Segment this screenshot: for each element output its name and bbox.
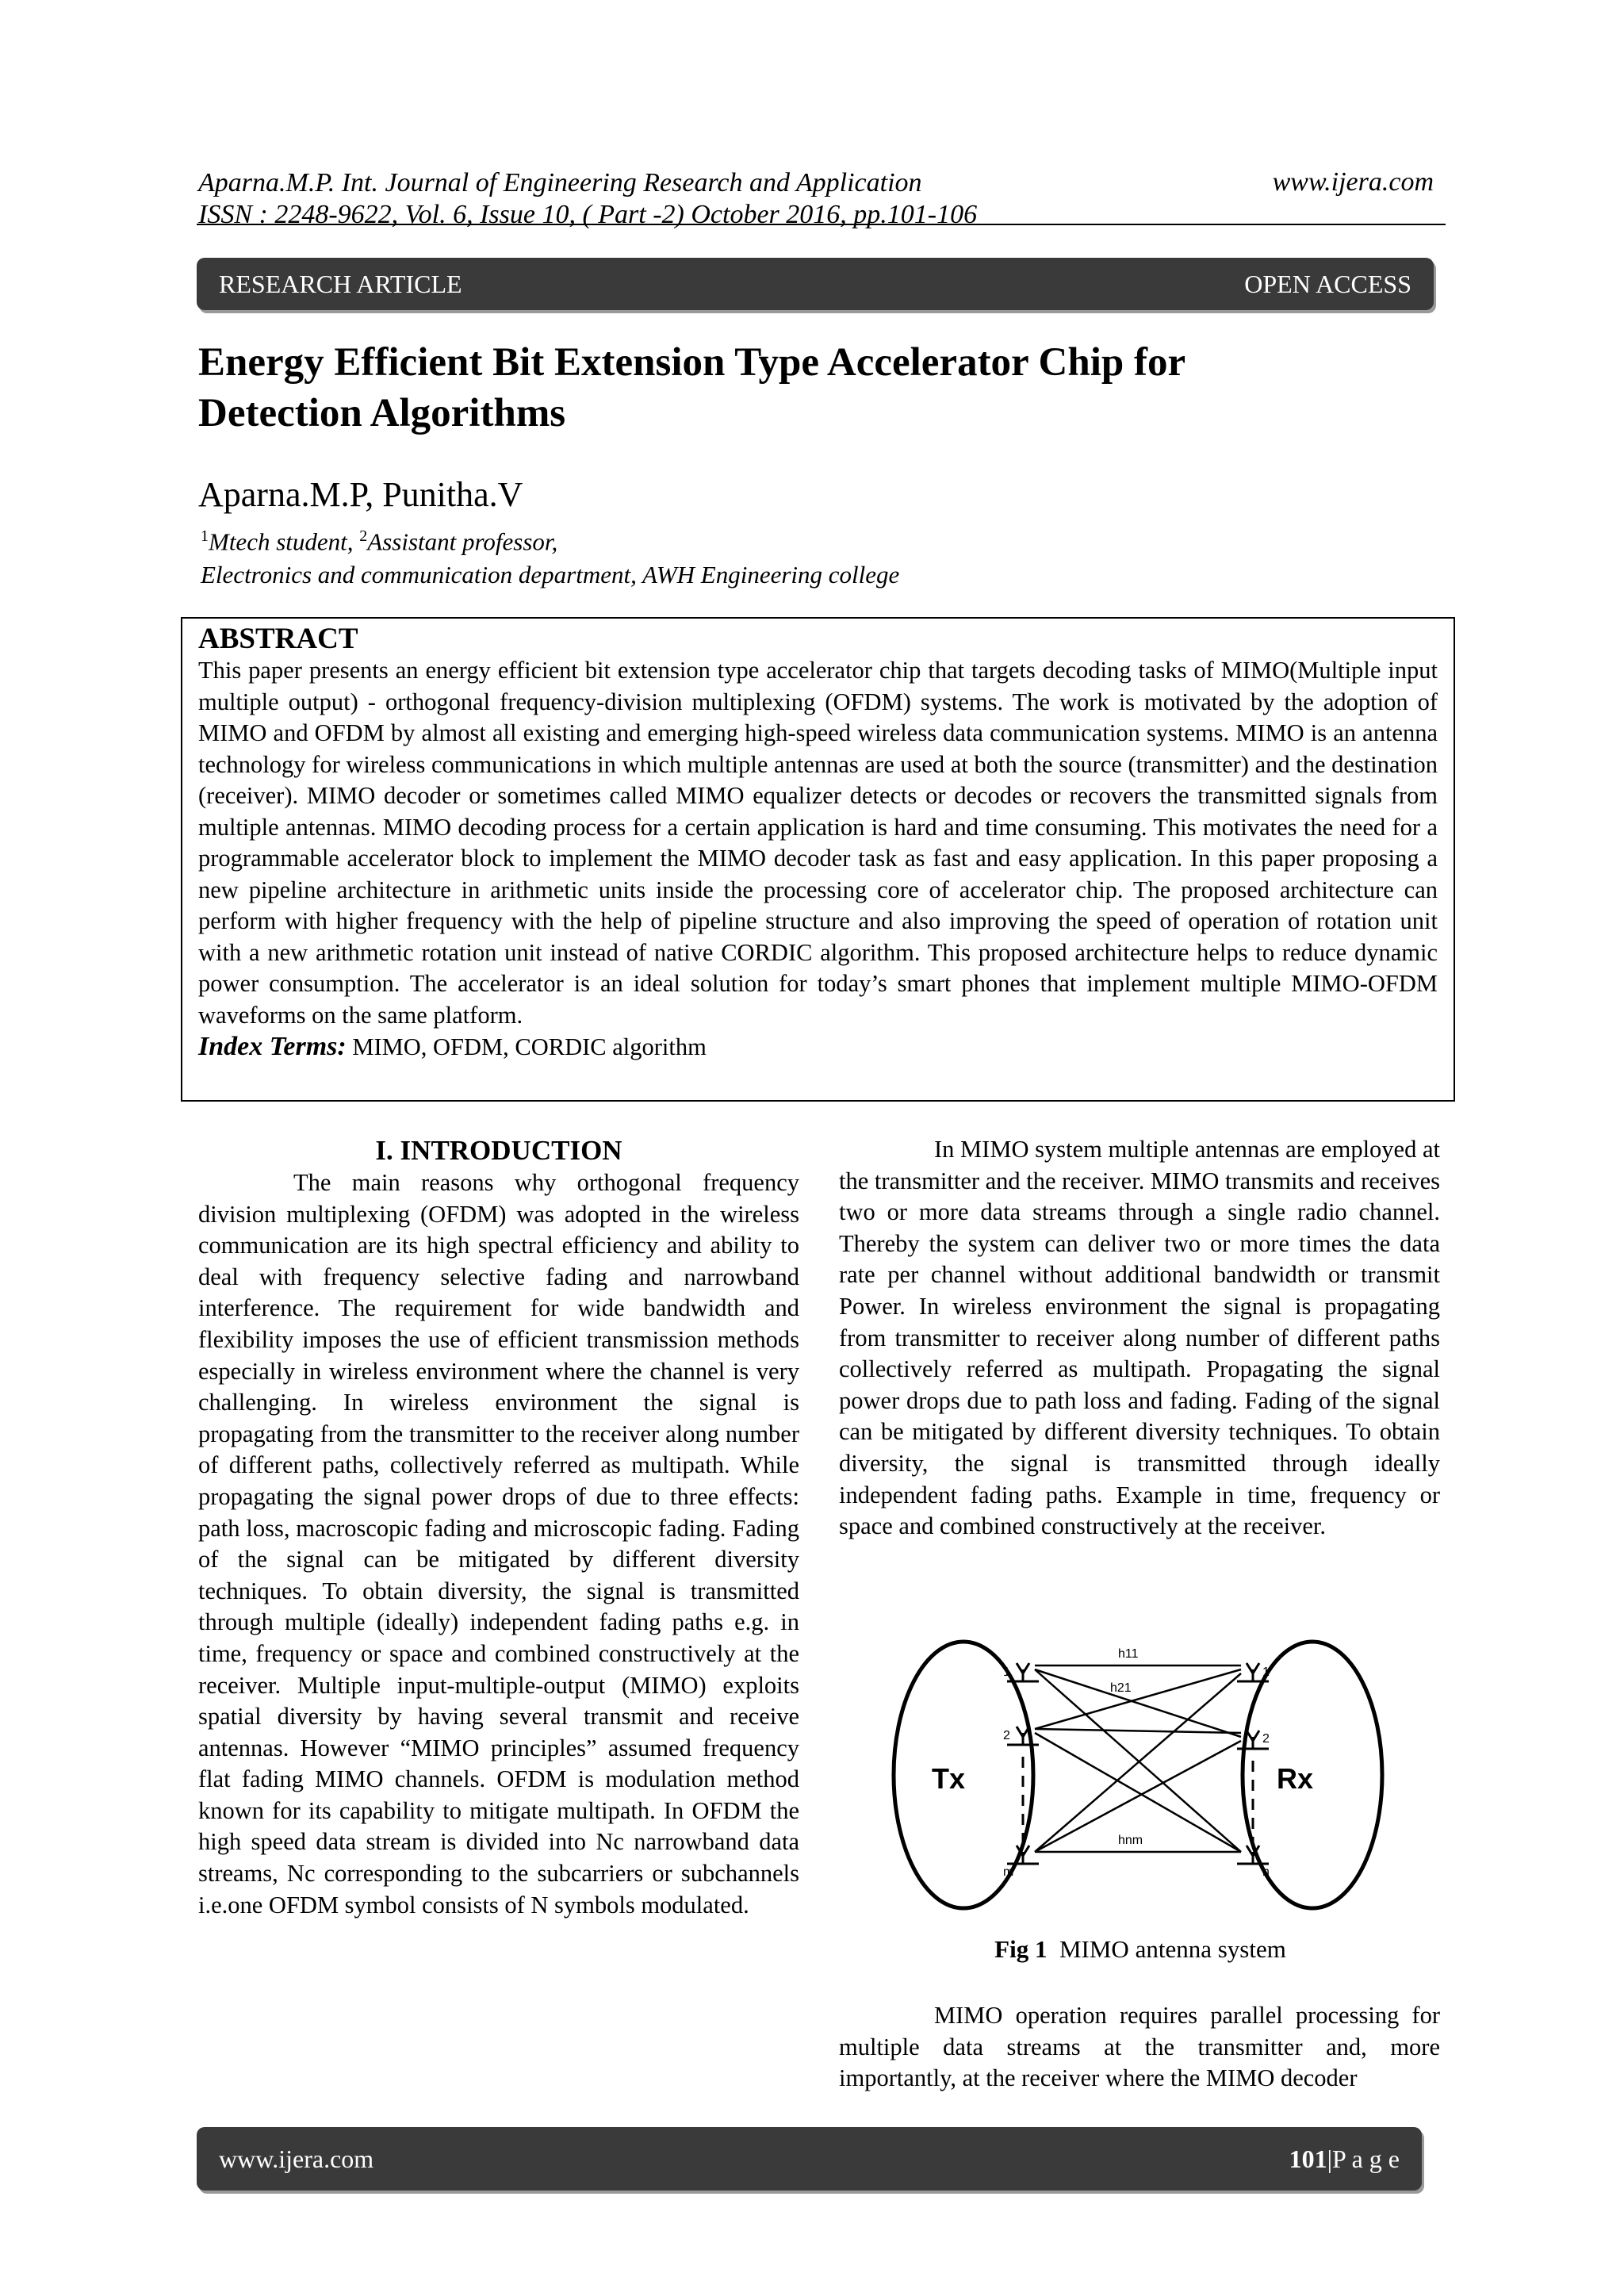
left-column — [198, 1134, 799, 1921]
authors: Aparna.M.P, Punitha.V — [198, 475, 523, 514]
aff-sup-1: 1 — [201, 527, 209, 545]
title-line-1: Energy Efficient Bit Extension Type Accelerator Chip for — [198, 340, 1186, 385]
figure-caption-text: MIMO antenna system — [1059, 1935, 1286, 1963]
footer-bar — [197, 2127, 1422, 2191]
research-article-label: RESEARCH ARTICLE — [219, 269, 462, 298]
intro-paragraph-1: The main reasons why orthogonal frequency division multiplexing (OFDM) was adopted in the wireless communication are its high spectral efficiency and ability to deal with frequency selective fading and narrowband interference. The requirement for wide bandwidth and flexibility imposes the use of efficient transmission methods especially in wireless environment where the channel is very challenging. In wireless environment the signal is propagating from the transmitter to the receiver along number of different paths, collectively referred as multipath. While propagating the signal power drops of due to three effects: path loss, macroscopic fading and microscopic fading. Fading of the signal can be mitigated by different diversity techniques. To obtain diversity, the signal is transmitted through multiple (ideally) independent fading paths e.g. in time, frequency or space and combined constructively at the receiver. Multiple input-multiple-output (MIMO) exploits spatial diversity by having several transmit and receive antennas. However “MIMO principles” assumed frequency flat fading MIMO channels. OFDM is modulation method known for its capability to mitigate multipath. In OFDM the high speed data stream is divided into Nc narrowband data streams, Nc corresponding to the subcarriers or subchannels i.e.one OFDM symbol consists of N symbols modulated. — [198, 1169, 799, 1918]
index-terms-label: Index Terms — [198, 1032, 338, 1061]
tx-1-label: 1 — [1003, 1665, 1010, 1679]
rx-n-label: n — [1262, 1865, 1270, 1879]
abstract-heading: ABSTRACT — [198, 623, 358, 655]
abstract-text: This paper presents an energy efficient bit extension type accelerator chip that targets decoding tasks of MIMO(Multiple input multiple output) - orthogonal frequency-division multiplexing (OFDM) systems. The work is motivated by the adoption of MIMO and OFDM by almost all existing and emerging high-speed wireless data communication systems. MIMO is an antenna technology for wireless communications in which multiple antennas are used at both the source (transmitter) and the destination (receiver). MIMO decoder or sometimes called MIMO equalizer detects or decodes or recovers the transmitted signals from multiple antennas. MIMO decoding process for a certain application is hard and time consuming. This motivates the need for a programmable accelerator block to implement the MIMO decoder task as fast and easy application. In this paper proposing a new pipeline architecture in arithmetic units inside the processing core of accelerator chip. The proposed architecture can perform with higher frequency with the help of pipeline structure and also improving the speed of operation of rotation unit with a new arithmetic rotation unit instead of native CORDIC algorithm. This proposed architecture helps to reduce dynamic power consumption. The accelerator is an ideal solution for today’s smart phones that implement multiple MIMO-OFDM waveforms on the same platform. — [198, 657, 1438, 1029]
right-column — [839, 1134, 1440, 1543]
rx-1-label: 1 — [1262, 1665, 1270, 1679]
article-type-banner — [197, 258, 1434, 310]
page-number-value: 101 — [1289, 2144, 1327, 2173]
rx-label: Rx — [1277, 1762, 1314, 1795]
rx-2-label: 2 — [1262, 1732, 1270, 1746]
header-rule — [197, 224, 1446, 225]
page-number — [1289, 2145, 1400, 2174]
figure-caption-number: Fig 1 — [994, 1935, 1048, 1963]
footer-website-link[interactable]: www.ijera.com — [219, 2144, 374, 2173]
section-heading-introduction: I. INTRODUCTION — [375, 1135, 622, 1166]
header-website-link[interactable]: www.ijera.com — [1272, 167, 1434, 197]
affiliation — [201, 519, 899, 592]
aff-role-1: Mtech student, — [209, 527, 360, 556]
paper-title — [198, 337, 1388, 439]
mimo-antenna-figure — [888, 1630, 1388, 1919]
tx-m-label: m — [1003, 1865, 1014, 1879]
index-terms: Index Terms: MIMO, OFDM, CORDIC algorithm — [198, 1032, 707, 1061]
tx-label: Tx — [932, 1762, 966, 1795]
title-line-2: Detection Algorithms — [198, 391, 566, 435]
aff-role-2: Assistant professor, — [367, 527, 558, 556]
intro-paragraph-3: MIMO operation requires parallel processing for multiple data streams at the transmitter and, more importantly, at the receiver where the MIMO decoder — [839, 2002, 1440, 2092]
figure-caption — [839, 1935, 1442, 1964]
intro-paragraph-2: In MIMO system multiple antennas are employed at the transmitter and the receiver. MIMO transmits and receives two or more data streams through a single radio channel. Thereby the system can deliver two or more times the data rate per channel without additional bandwidth or transmit Power. In wireless environment the signal is propagating from transmitter to receiver along number of different paths collectively referred as multipath. Propagating the signal power drops due to path loss and fading. Fading of the signal can be mitigated by different diversity techniques. To obtain diversity, the signal is transmitted through ideally independent fading paths. Example in time, frequency or space and combined constructively at the receiver. — [839, 1136, 1441, 1540]
right-column-lower — [839, 2000, 1440, 2095]
h21-label: h21 — [1110, 1681, 1132, 1695]
issn-line: ISSN : 2248-9622, Vol. 6, Issue 10, ( Part -2) October 2016, pp.101-106 — [198, 200, 978, 229]
open-access-label: OPEN ACCESS — [1244, 269, 1411, 298]
page-label: |P a g e — [1327, 2144, 1400, 2173]
abstract-box — [181, 617, 1455, 1102]
hnm-label: hnm — [1118, 1834, 1143, 1847]
aff-sup-2: 2 — [359, 527, 368, 545]
journal-header — [198, 167, 977, 231]
channel-paths — [1035, 1665, 1241, 1852]
h11-label: h11 — [1118, 1647, 1139, 1661]
tx-2-label: 2 — [1003, 1729, 1010, 1742]
index-terms-value: MIMO, OFDM, CORDIC algorithm — [352, 1033, 707, 1060]
aff-department: Electronics and communication department, AWH Engineering college — [201, 561, 900, 589]
journal-line: Aparna.M.P. Int. Journal of Engineering Research and Application — [198, 168, 922, 197]
